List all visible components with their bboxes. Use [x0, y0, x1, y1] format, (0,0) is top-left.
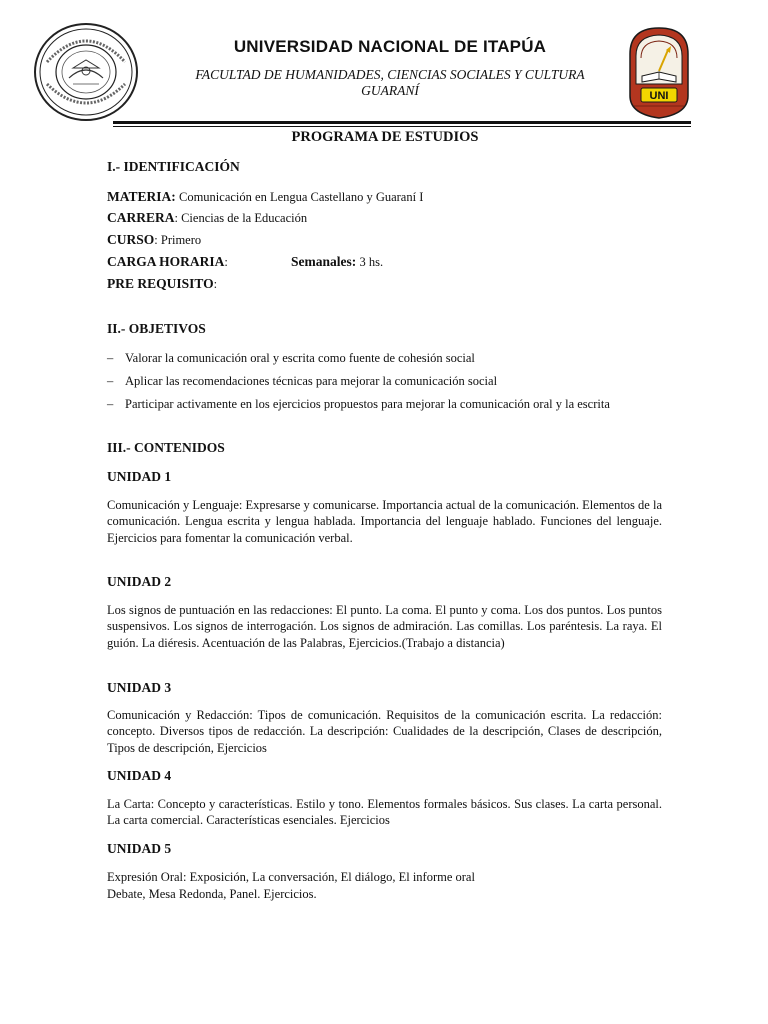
carga-label: CARGA HORARIA [107, 254, 225, 269]
header-rule-thin [113, 126, 691, 127]
faculty-line-1: FACULTAD DE HUMANIDADES, CIENCIAS SOCIALES Y CULTURA [195, 67, 585, 82]
faculty-name [145, 67, 635, 99]
unidad-5-line-2: Debate, Mesa Redonda, Panel. Ejercicios. [107, 887, 317, 901]
document-title: PROGRAMA DE ESTUDIOS [291, 129, 479, 145]
objetivo-item [107, 373, 497, 389]
materia-label: MATERIA: [107, 189, 176, 204]
unidad-5-title: UNIDAD 5 [107, 841, 172, 856]
field-prerequisito [107, 276, 217, 292]
unidad-3-title: UNIDAD 3 [107, 680, 172, 695]
field-curso [107, 232, 201, 248]
unidad-1-text: Comunicación y Lenguaje: Expresarse y comunicarse. Importancia actual de la comunicación. Elementos de la comunicación. Lengua escrita y lengua hablada. Importancia del lenguaje hablado. Funciones del lenguaje. Ejercicios para fomentar la comunicación verbal. [107, 498, 662, 545]
carrera-value: : Ciencias de la Educación [174, 211, 308, 225]
unidad-2-text: Los signos de puntuación en las redacciones: El punto. La coma. El punto y coma. Los dos puntos. Los puntos suspensivos. Los signos de interrogación. Los signos de admiración. Las comillas. Los paréntesis. La raya. El guión. La diéresis. Acentuación de las Palabras, Ejercicios.(Trabajo a distancia) [107, 603, 662, 650]
crest-text: UNI [649, 90, 669, 102]
section-contenidos-heading: III.- CONTENIDOS [107, 440, 225, 455]
field-materia [107, 189, 423, 205]
faculty-line-2: GUARANÍ [361, 83, 419, 98]
prerequisito-label: PRE REQUISITO [107, 276, 214, 291]
unidad-4-text: La Carta: Concepto y características. Estilo y tono. Elementos formales básicos. Sus clases. La carta personal. La carta comercial. Características esenciales. Ejercicios [107, 797, 662, 828]
dash-bullet: – [107, 351, 114, 365]
university-crest-icon [626, 24, 692, 120]
faculty-seal-icon [33, 22, 139, 122]
carga-colon: : [224, 255, 228, 269]
objetivo-item [107, 350, 475, 366]
semanales-value: 3 hs. [359, 255, 384, 269]
section-objetivos-heading: II.- OBJETIVOS [107, 321, 206, 336]
objetivo-text: Aplicar las recomendaciones técnicas para mejorar la comunicación social [125, 374, 498, 388]
objetivo-text: Participar activamente en los ejercicios propuestos para mejorar la comunicación oral y la escrita [125, 397, 610, 411]
prerequisito-colon: : [213, 277, 218, 291]
section-identificacion-heading: I.- IDENTIFICACIÓN [107, 159, 240, 174]
unidad-2-title: UNIDAD 2 [107, 574, 172, 589]
carrera-label: CARRERA [107, 210, 175, 225]
objetivo-item [107, 396, 662, 412]
dash-bullet: – [107, 374, 114, 388]
curso-label: CURSO [107, 232, 155, 247]
unidad-4-title: UNIDAD 4 [107, 768, 172, 783]
field-carga-horaria [107, 254, 507, 270]
unidad-1-title: UNIDAD 1 [107, 469, 172, 484]
dash-bullet: – [107, 397, 114, 411]
curso-value: : Primero [154, 233, 202, 247]
field-carrera [107, 210, 307, 226]
header-rule-thick [113, 121, 691, 124]
semanales-label: Semanales: [291, 254, 357, 269]
unidad-5-line-1: Expresión Oral: Exposición, La conversación, El diálogo, El informe oral [107, 870, 475, 884]
unidad-3-text: Comunicación y Redacción: Tipos de comunicación. Requisitos de la comunicación escrita. La redacción: concepto. Diversos tipos de redacción. La descripción: Cualidades de la descripción, Clases de descripción, Tipos de descripción, Ejercicios [107, 708, 662, 755]
semanales [291, 254, 383, 270]
objetivo-text: Valorar la comunicación oral y escrita como fuente de cohesión social [125, 351, 475, 365]
university-name: UNIVERSIDAD NACIONAL DE ITAPÚA [233, 37, 547, 56]
materia-value: Comunicación en Lengua Castellano y Guaraní I [179, 190, 424, 204]
